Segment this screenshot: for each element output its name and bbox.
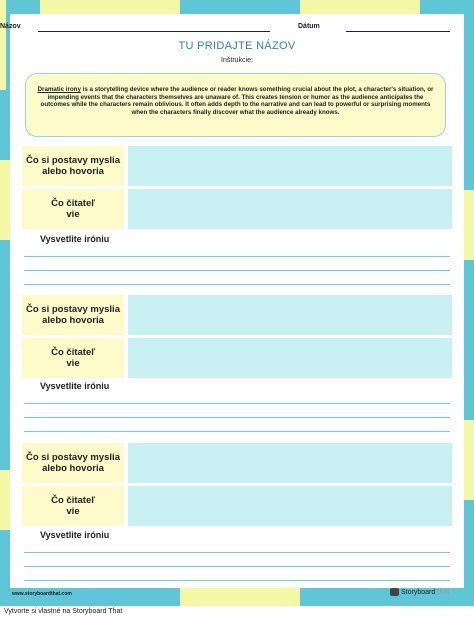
storyboardthat-logo[interactable] xyxy=(390,587,449,597)
answer-line[interactable] xyxy=(24,431,450,432)
border-stripe xyxy=(180,588,300,606)
reader-knows-answer[interactable] xyxy=(128,486,452,526)
instructions-term: Dramatic irony xyxy=(37,86,81,93)
answer-line[interactable] xyxy=(24,256,450,257)
instructions-text: is a storytelling device where the audience or reader knows something crucial about the plot, a character's situation, or impending events that the characters themselves are unaware of. This creates tension or humor as the audience anticipates the outcomes while the characters remain oblivious. It often adds depth to the narrative and can lead to powerful or surprising moments when the characters finally discover what the audience already knows. xyxy=(40,86,434,116)
characters-say-label: Čo si postavy myslia alebo hovoria xyxy=(22,295,124,335)
border-stripe xyxy=(464,190,474,260)
reader-knows-label: Čo čitateľ vie xyxy=(22,486,124,526)
date-label: Dátum xyxy=(298,23,320,30)
border-stripe xyxy=(464,420,474,500)
answer-line[interactable] xyxy=(24,403,450,404)
border-stripe xyxy=(0,470,10,530)
characters-say-answer[interactable] xyxy=(128,443,452,483)
logo-suffix: That xyxy=(435,588,450,596)
characters-say-label: Čo si postavy myslia alebo hovoria xyxy=(22,146,124,186)
footer-url[interactable]: www.storyboardthat.com xyxy=(12,591,72,597)
explain-irony-label: Vysvetlite iróniu xyxy=(40,530,110,540)
answer-line[interactable] xyxy=(24,552,450,553)
answer-line[interactable] xyxy=(24,270,450,271)
reader-knows-answer[interactable] xyxy=(128,189,452,229)
answer-line[interactable] xyxy=(24,417,450,418)
storyboard-icon xyxy=(390,588,399,596)
characters-say-answer[interactable] xyxy=(128,295,452,335)
characters-say-answer[interactable] xyxy=(128,146,452,186)
explain-irony-label: Vysvetlite iróniu xyxy=(40,381,110,391)
explain-irony-label: Vysvetlite iróniu xyxy=(40,234,110,244)
instructions-box[interactable] xyxy=(25,73,446,137)
answer-line[interactable] xyxy=(24,580,450,581)
reader-knows-label: Čo čitateľ vie xyxy=(22,338,124,378)
characters-say-label: Čo si postavy myslia alebo hovoria xyxy=(22,443,124,483)
bottom-caption[interactable]: Vytvorte si vlastné na Storyboard That xyxy=(4,608,123,615)
date-line[interactable] xyxy=(346,31,450,32)
reader-knows-label: Čo čitateľ vie xyxy=(22,189,124,229)
name-line[interactable] xyxy=(38,31,270,32)
border-stripe xyxy=(0,160,10,240)
answer-line[interactable] xyxy=(24,566,450,567)
logo-main: Storyboard xyxy=(401,588,436,596)
reader-knows-answer[interactable] xyxy=(128,338,452,378)
page-title[interactable]: TU PRIDAJTE NÁZOV xyxy=(178,40,296,52)
name-label: Názov xyxy=(0,23,21,30)
border-stripe xyxy=(300,0,420,14)
answer-line[interactable] xyxy=(24,284,450,285)
instructions-label: Inštrukcie: xyxy=(221,57,253,64)
border-stripe xyxy=(40,0,180,14)
